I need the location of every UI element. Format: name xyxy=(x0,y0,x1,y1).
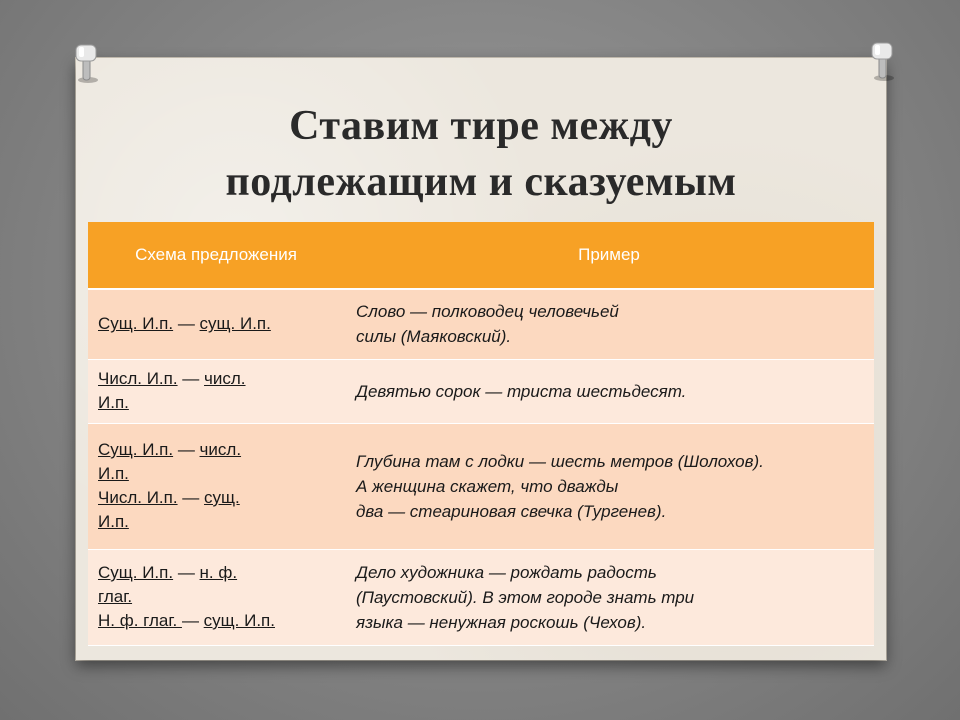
scheme-cell xyxy=(88,549,344,645)
example-cell xyxy=(344,423,874,549)
table-row xyxy=(88,359,874,423)
scheme-term: Сущ. И.п. xyxy=(98,563,174,582)
table-row xyxy=(88,423,874,549)
scheme-term: Н. ф. глаг. xyxy=(98,611,182,630)
dash-rules-table xyxy=(88,222,874,646)
scheme-term: И.п. xyxy=(98,512,129,531)
example-line: Девятью сорок — триста шестьдесят. xyxy=(356,381,687,401)
scheme-line xyxy=(98,462,338,486)
example-line: два — стеариновая свечка (Тургенев). xyxy=(356,501,667,521)
scheme-term: Числ. И.п. xyxy=(98,488,178,507)
example-line: Слово — полководец человечьей xyxy=(356,302,619,322)
example-cell xyxy=(344,549,874,645)
scheme-term: И.п. xyxy=(98,464,129,483)
slide-title xyxy=(76,98,886,210)
pushpin-icon xyxy=(862,38,902,84)
scheme-dash: — xyxy=(177,488,205,507)
example-line: силы (Маяковский). xyxy=(356,327,512,347)
scheme-line xyxy=(98,438,338,462)
scheme-cell xyxy=(88,289,344,359)
pushpin-icon xyxy=(66,40,106,86)
scheme-line xyxy=(98,367,338,391)
example-line: А женщина скажет, что дважды xyxy=(356,476,619,496)
column-header-example: Пример xyxy=(344,222,874,289)
scheme-line xyxy=(98,609,338,633)
scheme-dash: — xyxy=(181,611,204,630)
example-line: Глубина там с лодки — шесть метров (Шолохов). xyxy=(356,451,764,471)
table-body xyxy=(88,289,874,645)
scheme-cell xyxy=(88,359,344,423)
scheme-term: сущ. xyxy=(204,488,240,507)
example-line: Дело художника — рождать радость xyxy=(356,562,657,582)
scheme-term: Числ. И.п. xyxy=(98,369,178,388)
scheme-term: числ. xyxy=(199,440,242,459)
table-row xyxy=(88,289,874,359)
scheme-term: сущ. И.п. xyxy=(199,314,271,334)
scheme-term: н. ф. xyxy=(199,563,238,582)
scheme-cell xyxy=(88,423,344,549)
table-header-row xyxy=(88,222,874,289)
scheme-line xyxy=(98,510,338,534)
scheme-term: Сущ. И.п. xyxy=(98,440,174,459)
scheme-dash: — xyxy=(177,369,205,388)
scheme-dash: — xyxy=(173,563,200,582)
scheme-term: глаг. xyxy=(98,587,133,606)
scheme-term: сущ. И.п. xyxy=(203,611,275,630)
scheme-line xyxy=(98,391,338,415)
scheme-term: Сущ. И.п. xyxy=(98,314,174,334)
slide-title-line: Ставим тире между xyxy=(289,103,673,149)
example-cell xyxy=(344,289,874,359)
scheme-dash: — xyxy=(173,440,200,459)
example-line: (Паустовский). В этом городе знать три xyxy=(356,587,695,607)
example-line: языка — ненужная роскошь (Чехов). xyxy=(356,612,647,632)
scheme-dash: — xyxy=(173,314,200,334)
table-row xyxy=(88,549,874,645)
example-cell xyxy=(344,359,874,423)
scheme-term: числ. xyxy=(204,369,246,388)
scheme-line xyxy=(98,486,338,510)
scheme-term: И.п. xyxy=(98,393,129,412)
scheme-line xyxy=(98,561,338,585)
scheme-line xyxy=(98,585,338,609)
scheme-line xyxy=(98,312,338,336)
column-header-scheme: Схема предложения xyxy=(88,222,344,289)
slide-title-line: подлежащим и сказуемым xyxy=(225,159,737,205)
